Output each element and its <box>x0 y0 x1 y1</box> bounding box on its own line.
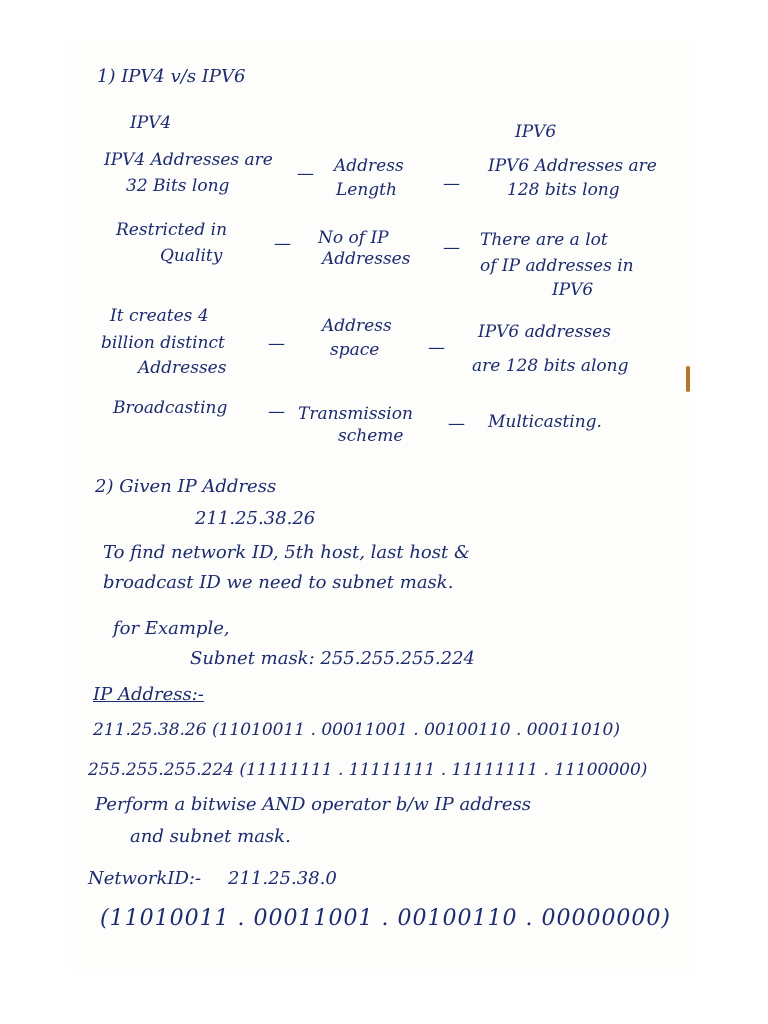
row3-right-line1: IPV6 addresses <box>478 322 611 342</box>
perform-line2: and subnet mask. <box>130 826 291 847</box>
mask-binary: 255.255.255.224 (11111111 . 11111111 . 11111111 . 11100000) <box>88 760 648 780</box>
scanned-page: 1) IPV4 v/s IPV6 IPV4 IPV6 IPV4 Addresses are 32 Bits long — Address Length — IPV6 Addresses are 128 bits long Restricted in Quality — No of IP Addresses — There are a lot of IP addresses in IPV6 It creates 4 billion distinct Addresses — Address space — IPV6 addresses are 128 bits along Broadcasting — Transmission scheme — Multicasting. 2) Given IP Address 211.25.38.26 To find network ID, 5th host, last host & broadcast ID we need to subnet mask. for Example, Subnet mask: 255.255.255.224 IP Address:- 211.25.38.26 (11010011 . 00011001 . 00100110 . 00011010) 255.255.255.224 (11111111 . 11111111 . 11111111 . 11100000) Perform a bitwise AND operator b/w IP address and subnet mask. NetworkID:- 211.25.38.0 (11010011 . 00011001 . 00100110 . 00000000) <box>0 0 768 1024</box>
row3-left-line1: It creates 4 <box>110 306 209 326</box>
row2-left-line1: Restricted in <box>116 220 228 240</box>
network-id-binary: (11010011 . 00011001 . 00100110 . 00000000) <box>100 906 672 931</box>
binder-edge-mark <box>686 366 690 392</box>
perform-line1: Perform a bitwise AND operator b/w IP address <box>95 794 532 815</box>
ipv6-column-heading: IPV6 <box>515 122 557 142</box>
row1-middle-line1: Address <box>334 156 404 176</box>
network-id-value: 211.25.38.0 <box>228 868 337 889</box>
bleed-through <box>470 60 670 72</box>
row2-left-line2: Quality <box>160 246 223 266</box>
row2-right-line2: of IP addresses in <box>480 256 634 276</box>
row2-right-line1: There are a lot <box>480 230 608 250</box>
q1-heading: 1) IPV4 v/s IPV6 <box>97 66 246 87</box>
row1-left-line2: 32 Bits long <box>126 176 230 196</box>
row1-right-line2: 128 bits long <box>507 180 620 200</box>
example-label: for Example, <box>113 618 230 639</box>
row2-middle-line2: Addresses <box>322 249 411 269</box>
q2-heading: 2) Given IP Address <box>95 476 277 497</box>
q2-para-line1: To find network ID, 5th host, last host & <box>103 542 470 563</box>
row3-right-line2: are 128 bits along <box>472 356 629 376</box>
row3-left-line2: billion distinct <box>101 333 225 353</box>
ipv4-column-heading: IPV4 <box>130 113 172 133</box>
row4-left: Broadcasting <box>113 398 228 418</box>
row1-left-line1: IPV4 Addresses are <box>104 150 273 170</box>
ip-address-label: IP Address:- <box>93 684 204 705</box>
row4-right: Multicasting. <box>488 412 602 432</box>
network-id-label: NetworkID:- <box>88 868 202 889</box>
row3-left-line3: Addresses <box>138 358 227 378</box>
given-ip: 211.25.38.26 <box>195 508 316 529</box>
row2-right-line3: IPV6 <box>552 280 594 300</box>
q2-para-line2: broadcast ID we need to subnet mask. <box>103 572 454 593</box>
row1-right-line1: IPV6 Addresses are <box>488 156 657 176</box>
row1-middle-line2: Length <box>336 180 397 200</box>
subnet-mask: Subnet mask: 255.255.255.224 <box>190 648 475 669</box>
row3-middle-line2: space <box>330 340 380 360</box>
row2-middle-line1: No of IP <box>318 228 389 248</box>
row3-middle-line1: Address <box>322 316 392 336</box>
ip-binary: 211.25.38.26 (11010011 . 00011001 . 00100110 . 00011010) <box>93 720 620 740</box>
row4-middle-line1: Transmission <box>298 404 413 424</box>
row4-middle-line2: scheme <box>338 426 404 446</box>
